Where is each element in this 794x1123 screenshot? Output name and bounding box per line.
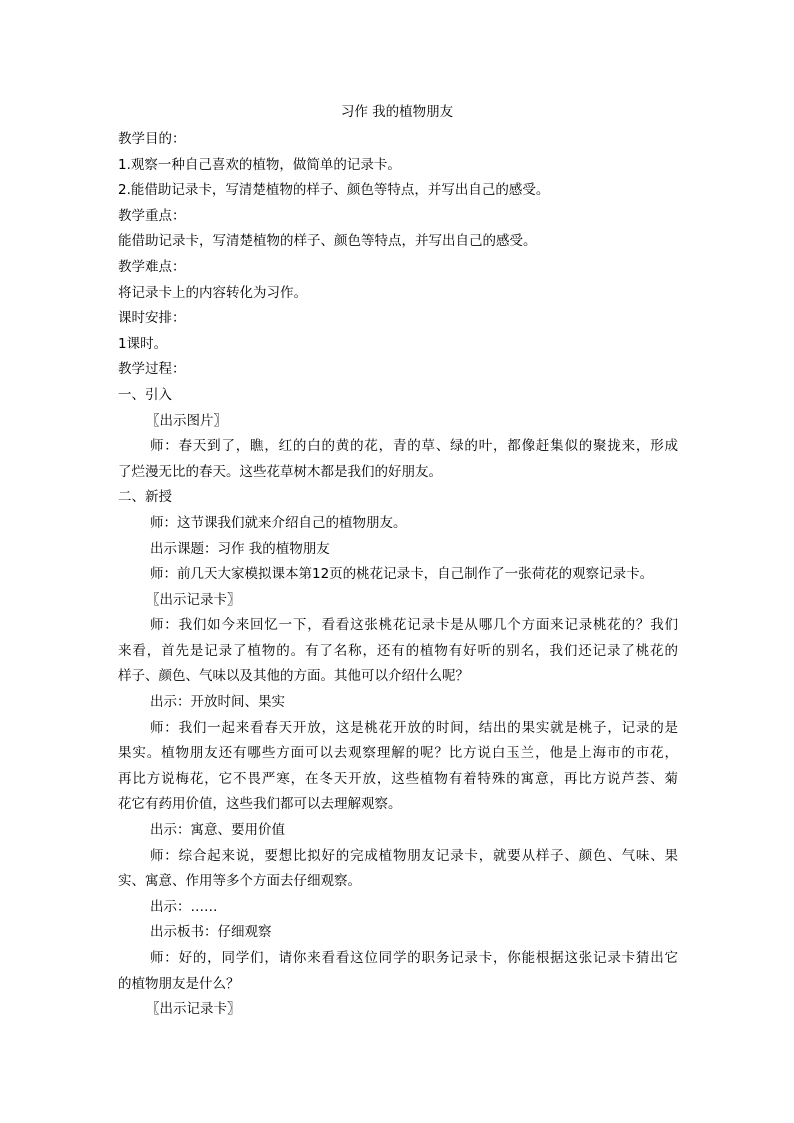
difficulty-text: 将记录卡上的内容转化为习作。 (118, 284, 307, 301)
paragraph-line: 果实。植物朋友还有哪些方面可以去观察理解的呢？比方说白玉兰，他是上海市的市花， (118, 745, 678, 762)
section-intro: 一、引入 (118, 386, 172, 403)
bracket-show-card: 〖出示记录卡〗 (146, 1001, 241, 1018)
paragraph-line: 了烂漫无比的春天。这些花草树木都是我们的好朋友。 (118, 463, 442, 480)
show-board-line: 出示板书：仔细观察 (150, 924, 272, 941)
objective-2: 2.能借助记录卡，写清楚植物的样子、颜色等特点，并写出自己的感受。 (118, 182, 550, 199)
paragraph-line: 实、寓意、作用等多个方面去仔细观察。 (118, 873, 361, 890)
section-new-lesson: 二、新授 (118, 489, 172, 506)
show-topic: 出示课题：习作 我的植物朋友 (150, 540, 330, 557)
heading-process: 教学过程： (118, 361, 186, 378)
heading-schedule: 课时安排： (118, 310, 186, 327)
bracket-show-picture: 〖出示图片〗 (146, 412, 227, 429)
paragraph-line: 师：我们一起来看春天开放，这是桃花开放的时间，结出的果实就是桃子，记录的是 (150, 719, 678, 736)
paragraph-line: 师：这节课我们就来介绍自己的植物朋友。 (150, 514, 407, 531)
show-line: 出示：寓意、要用价值 (150, 822, 285, 839)
key-point-text: 能借助记录卡，写清楚植物的样子、颜色等特点，并写出自己的感受。 (118, 233, 537, 250)
heading-difficulties: 教学难点： (118, 258, 186, 275)
paragraph-line: 师：综合起来说，要想比拟好的完成植物朋友记录卡，就要从样子、颜色、气味、果 (150, 847, 678, 864)
paragraph-line: 师：前几天大家模拟课本第12页的桃花记录卡，自己制作了一张荷花的观察记录卡。 (150, 566, 654, 583)
paragraph-line: 师：春天到了，瞧，红的白的黄的花，青的草、绿的叶，都像赶集似的聚拢来，形成 (150, 438, 678, 455)
objective-1: 1.观察一种自己喜欢的植物，做简单的记录卡。 (118, 156, 401, 173)
schedule-text: 1课时。 (118, 335, 168, 352)
paragraph-line: 的植物朋友是什么？ (118, 975, 240, 992)
page-title: 习作 我的植物朋友 (340, 104, 454, 120)
paragraph-line: 再比方说梅花，它不畏严寒，在冬天开放，这些植物有着特殊的寓意，再比方说芦荟、菊 (118, 770, 678, 787)
show-line: 出示：开放时间、果实 (150, 694, 285, 711)
paragraph-line: 花它有药用价值，这些我们都可以去理解观察。 (118, 796, 402, 813)
bracket-show-card: 〖出示记录卡〗 (146, 591, 241, 608)
paragraph-line: 师：好的，同学们，请你来看看这位同学的职务记录卡，你能根据这张记录卡猜出它 (150, 950, 678, 966)
paragraph-line: 师：我们如今来回忆一下，看看这张桃花记录卡是从哪几个方面来记录桃花的？我们 (150, 617, 678, 634)
paragraph-line: 来看，首先是记录了植物的。有了名称，还有的植物有好听的别名，我们还记录了桃花的 (118, 642, 678, 659)
heading-objectives: 教学目的： (118, 131, 186, 147)
show-line: 出示：…… (150, 898, 218, 915)
paragraph-line: 样子、颜色、气味以及其他的方面。其他可以介绍什么呢？ (118, 668, 469, 685)
heading-key-points: 教学重点： (118, 207, 186, 224)
document-body (118, 127, 678, 1023)
